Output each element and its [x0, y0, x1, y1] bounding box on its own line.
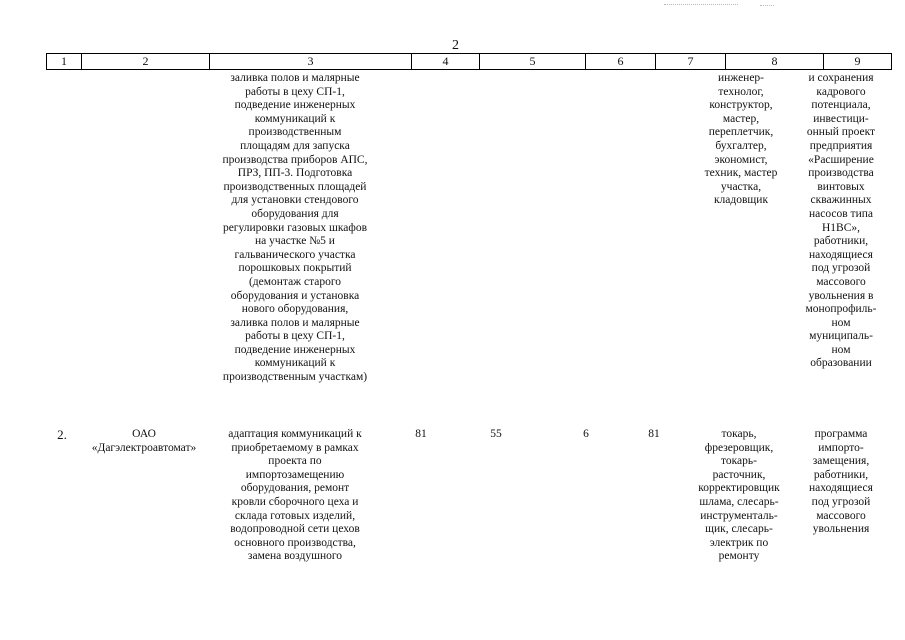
column-4-value: 81 [415, 428, 427, 440]
continued-professions-cell: инженер- технолог, конструктор, мастер, переплетчик, бухгалтер, экономист, техник, мастер участка, кладовщик [704, 72, 778, 207]
row-number: 2. [57, 427, 67, 442]
column-header-2: 2 [82, 53, 210, 69]
program-cell: программа импорто- замещения, работники, находящиеся под угрозой массового увольнения [809, 428, 873, 536]
scan-artifact-top [664, 4, 738, 5]
column-header-4: 4 [412, 53, 480, 69]
column-header-6: 6 [586, 53, 656, 69]
column-header-9: 9 [824, 53, 892, 69]
professions-cell: токарь, фрезеровщик, токарь- расточник, корректировщик шлама, слесарь- инструменталь- щик, слесарь- электрик по ремонту [698, 428, 780, 563]
column-header-8: 8 [726, 53, 824, 69]
continued-program-cell: и сохранения кадрового потенциала, инвестици- онный проект предприятия «Расширение производства винтовых скважинных насосов типа Н1ВС», работники, находящиеся под угрозой массового увольнения в монопрофиль- ном муниципаль- ном образовании [805, 72, 877, 370]
activities-cell: адаптация коммуникаций к приобретаемому в рамках проекта по импортозамещению оборудования, ремонт кровли сборочного цеха и склада готовых изделий, водопроводной сети цехов основного производства, замена воздушного [228, 428, 362, 563]
column-header-7: 7 [656, 53, 726, 69]
scan-artifact-top-2 [760, 5, 774, 6]
column-header-3: 3 [210, 53, 412, 69]
page-number: 2 [452, 38, 459, 53]
column-header-5: 5 [480, 53, 586, 69]
organization-name: ОАО «Дагэлектроавтомат» [91, 428, 197, 454]
column-5-value: 55 [490, 428, 502, 440]
column-header-1: 1 [46, 53, 82, 69]
column-6-value: 6 [583, 428, 589, 440]
column-number-row [46, 53, 892, 70]
continued-activities-cell: заливка полов и малярные работы в цеху СП-1, подведение инженерных коммуникаций к производственным площадям для запуска производства приборов АПС, ПРЗ, ПП-3. Подготовка производственных площадей для установки стендового оборудования для регулировки газовых шкафов на участке №5 и гальванического участка порошковых покрытий (демонтаж старого оборудования и установка нового оборудования, заливка полов и малярные работы в цеху СП-1, подведение инженерных коммуникаций к производственным участкам) [222, 72, 368, 384]
column-7-value: 81 [648, 428, 660, 440]
